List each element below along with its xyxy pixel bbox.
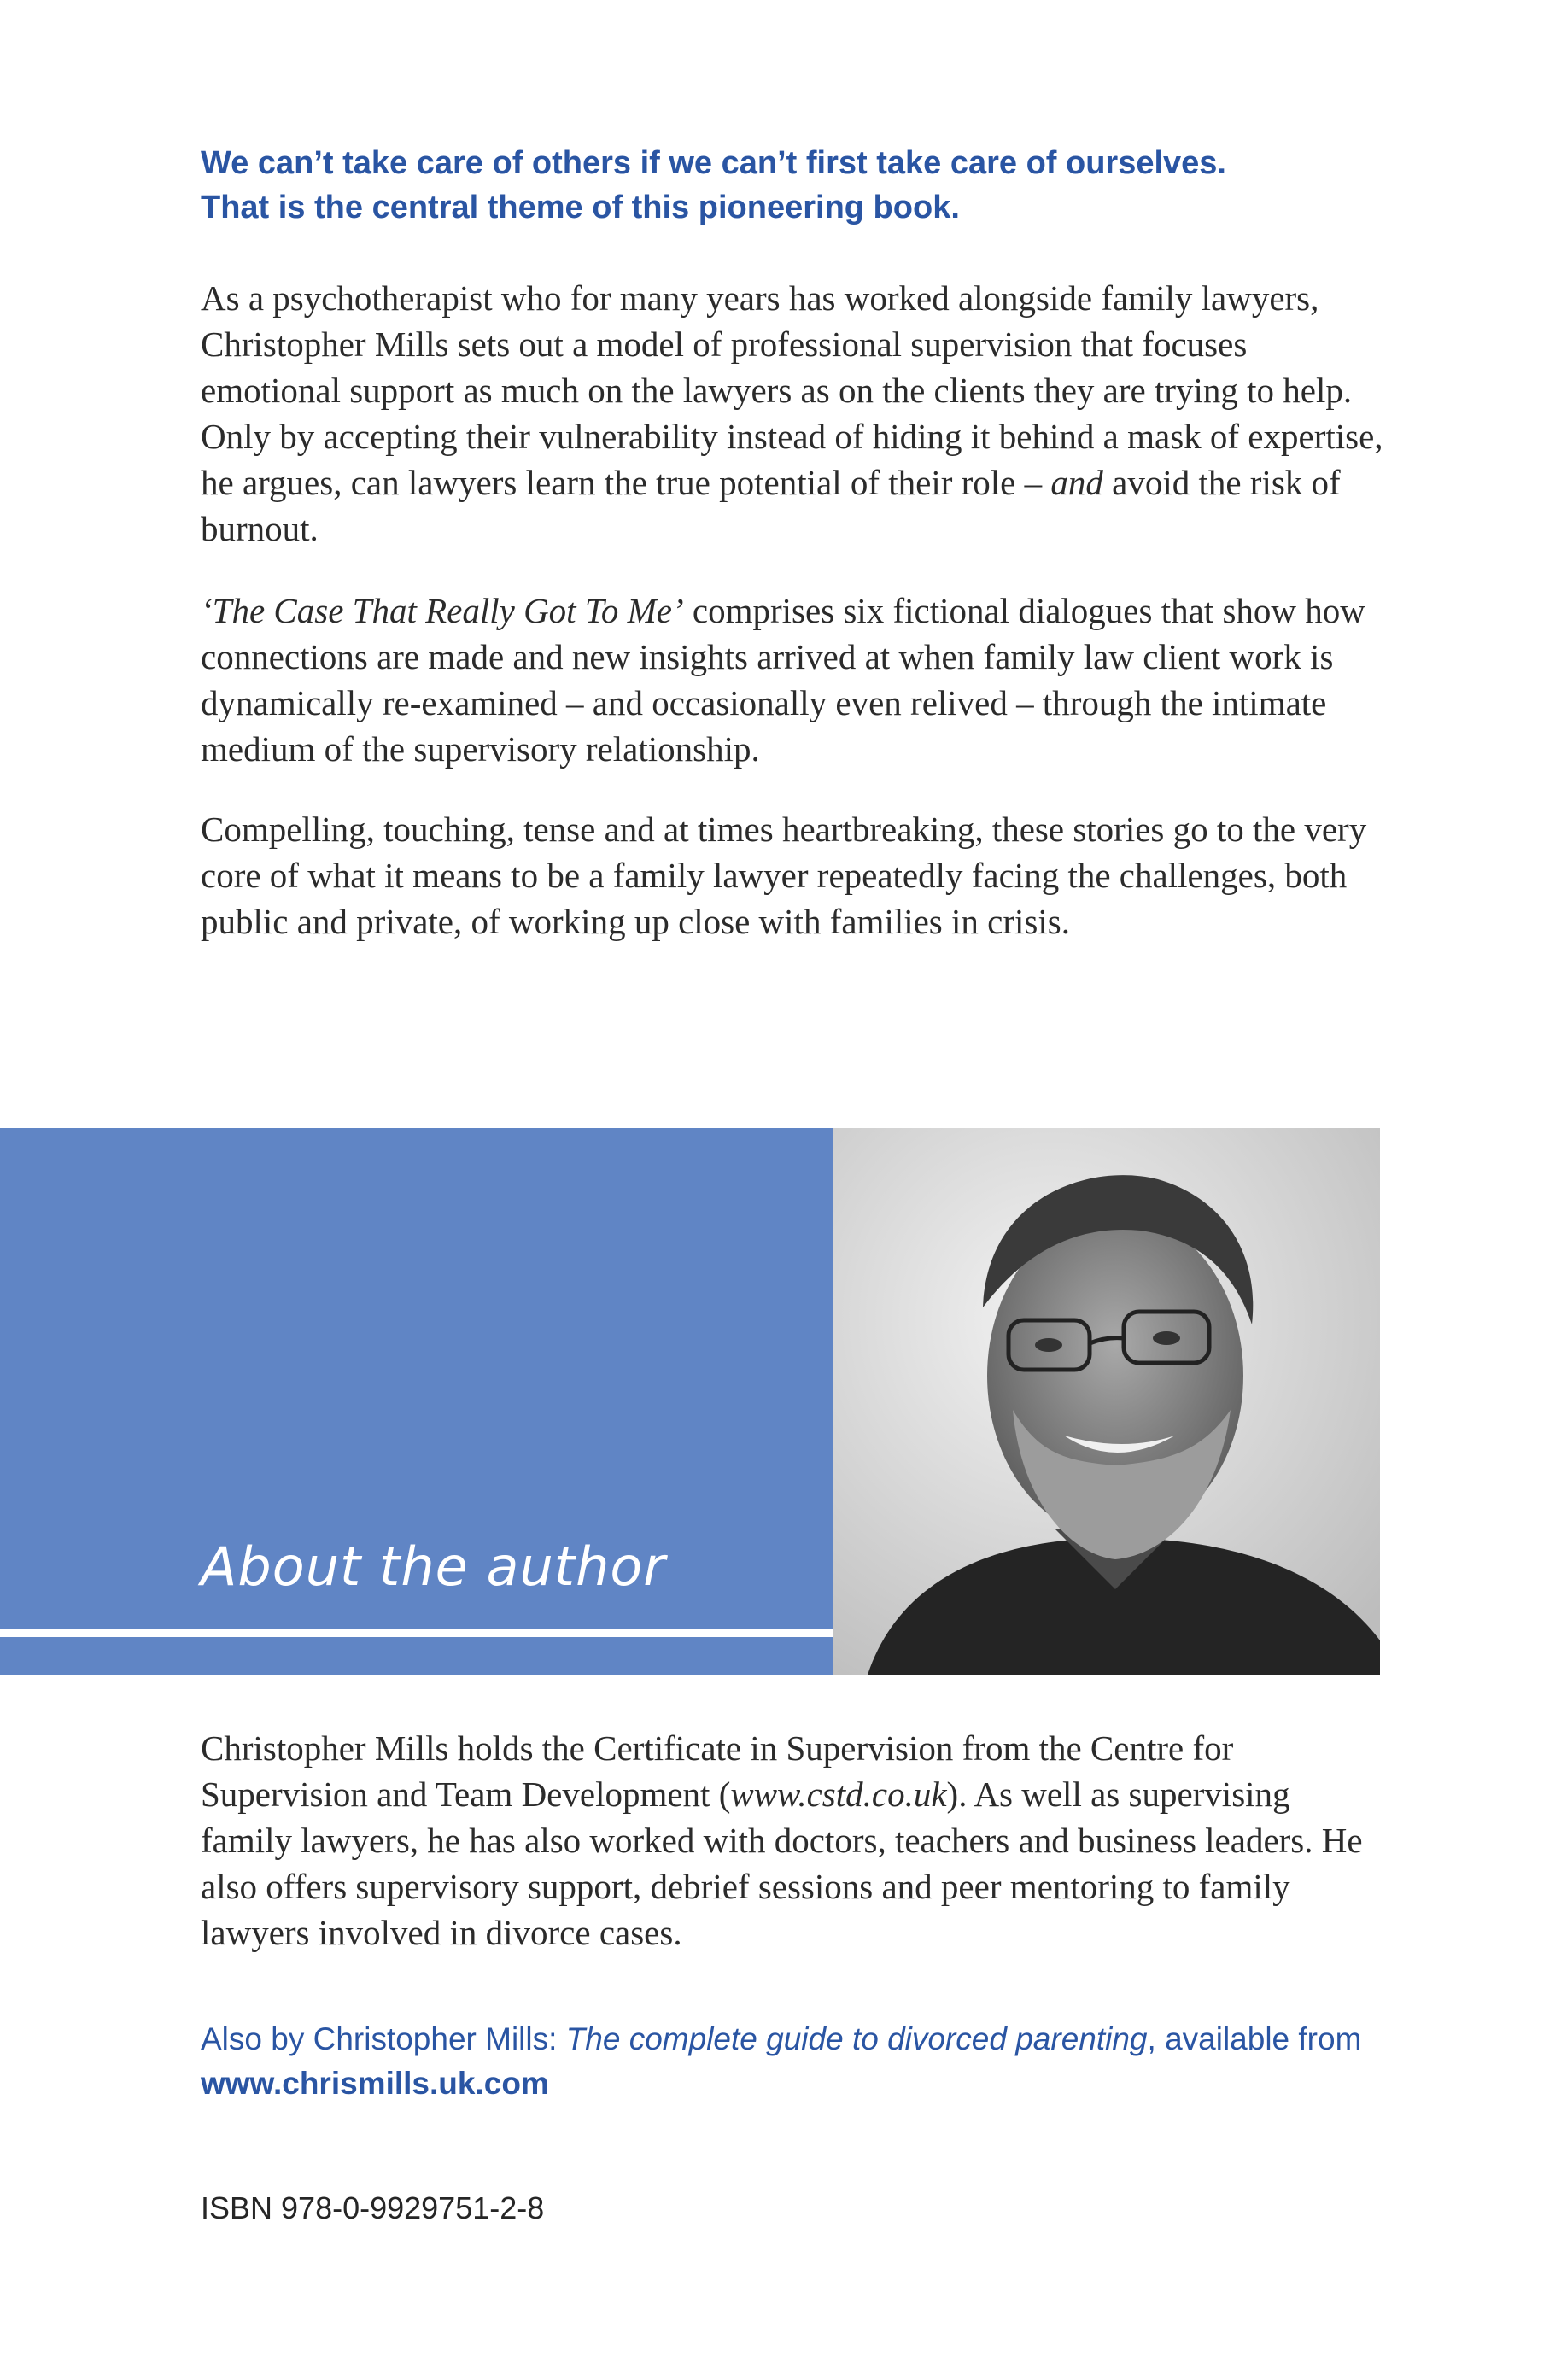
tagline — [201, 141, 1396, 230]
website-link[interactable]: www.chrismills.uk.com — [201, 2066, 549, 2101]
tagline-line-2: That is the central theme of this pioneering book. — [201, 190, 960, 225]
para-2-text: comprises six fictional dialogues that show how connections are made and new insights arrived at when family law client work is dynamically re-examined – and occasionally even relived – through the intimate medium of the supervisory relationship. — [201, 591, 1365, 769]
tagline-line-1: We can’t take care of others if we can’t first take care of ourselves. — [201, 145, 1226, 181]
cstd-link[interactable]: www.cstd.co.uk — [730, 1775, 947, 1814]
para-1-emphasis: and — [1050, 463, 1103, 502]
para-1-text: As a psychotherapist who for many years has worked alongside family lawyers, Christopher Mills sets out a model of professional supervision that focuses emotional support as much on the lawyers as on the clients they are trying to help. Only by accepting their vulnerability instead of hiding it behind a mask of expertise, he argues, can lawyers learn the true potential of their role – — [201, 278, 1383, 502]
isbn-number: ISBN 978-0-9929751-2-8 — [201, 2190, 545, 2225]
book-title: ‘The Case That Really Got To Me’ — [201, 591, 684, 630]
author-bio-text: Christopher Mills holds the Certificate in Supervision from the Centre for Supervision and Team Development ( — [201, 1728, 1234, 1814]
author-bio — [201, 1725, 1388, 1956]
other-book-title: The complete guide to divorced parenting — [565, 2021, 1148, 2056]
also-by-middle: , available from — [1147, 2021, 1362, 2056]
band-divider-line — [0, 1629, 833, 1637]
para-1-end: avoid the risk of burnout. — [201, 463, 1341, 548]
description-paragraph-1 — [201, 275, 1388, 552]
description-paragraph-2 — [201, 588, 1388, 772]
also-by-notice — [201, 2017, 1396, 2106]
also-by-prefix: Also by Christopher Mills: — [201, 2021, 566, 2056]
description-paragraph-3: Compelling, touching, tense and at times heartbreaking, these stories go to the very core of what it means to be a family lawyer repeatedly facing the challenges, both public and private, of working up close with families in crisis. — [201, 810, 1367, 941]
author-bio-end: ). As well as supervising family lawyers, he has also worked with doctors, teachers and business leaders. He also offers supervisory support, debrief sessions and peer mentoring to family lawyers involved in divorce cases. — [201, 1775, 1363, 1952]
author-photo — [833, 1128, 1380, 1675]
about-author-heading: About the author — [201, 1535, 666, 1598]
